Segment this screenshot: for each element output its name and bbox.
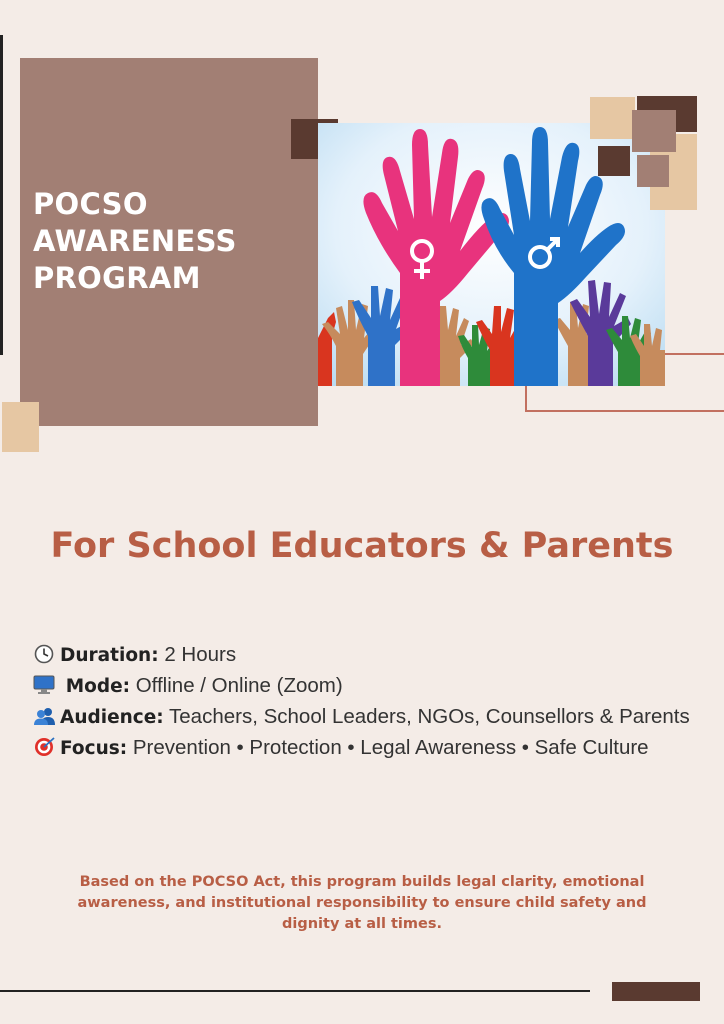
program-summary: Based on the POCSO Act, this program builds legal clarity, emotional awareness, and institutional responsibility to ensure child safety and dignity at all times. — [77, 874, 647, 932]
decor-square-mauve — [632, 110, 676, 152]
audience-value: Teachers, School Leaders, NGOs, Counsellors & Parents — [169, 705, 690, 728]
people-icon — [33, 706, 57, 726]
decor-square-dark-small — [598, 146, 630, 176]
target-icon — [33, 737, 57, 757]
accent-line-vertical — [525, 386, 527, 412]
clock-icon — [33, 644, 57, 664]
bottom-bar — [612, 982, 700, 1001]
detail-focus — [33, 733, 698, 764]
left-vertical-rule — [0, 35, 3, 355]
program-details — [33, 640, 698, 764]
bottom-rule — [0, 990, 590, 992]
title-line-1: POCSO — [33, 187, 148, 221]
accent-line-lower — [525, 410, 724, 412]
title-line-2: AWARENESS — [33, 224, 237, 258]
decor-square-beige-top — [590, 97, 635, 139]
page-title — [33, 186, 303, 297]
focus-label: Focus: — [60, 738, 128, 759]
detail-mode — [33, 671, 698, 702]
decor-square-mauve-small — [637, 155, 669, 187]
accent-line-upper — [665, 353, 724, 355]
computer-icon — [33, 675, 57, 695]
focus-value: Prevention • Protection • Legal Awareness • Safe Culture — [132, 736, 649, 759]
audience-label: Audience: — [60, 707, 164, 728]
duration-value: 2 Hours — [164, 643, 237, 666]
mode-value: Offline / Online (Zoom) — [135, 674, 343, 697]
detail-audience — [33, 702, 698, 733]
detail-duration — [33, 640, 698, 671]
duration-label: Duration: — [60, 645, 159, 666]
mode-label: Mode: — [65, 676, 131, 697]
title-line-3: PROGRAM — [33, 261, 201, 295]
decor-square-beige — [2, 402, 39, 452]
audience-heading: For School Educators & Parents — [50, 526, 674, 566]
